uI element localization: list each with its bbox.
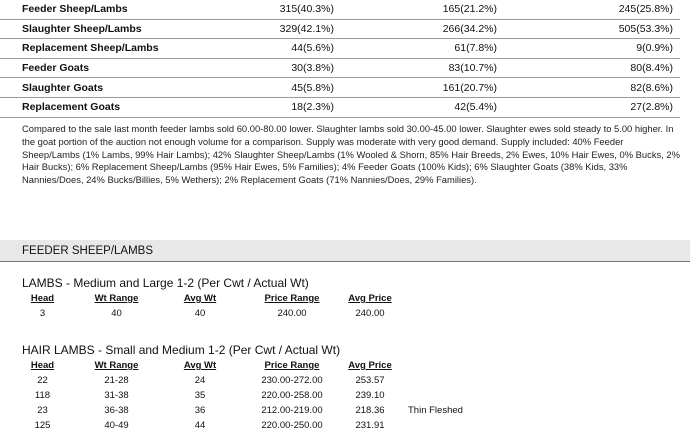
avg-wt-cell: 40 xyxy=(194,308,206,319)
group-title: HAIR LAMBS - Small and Medium 1-2 (Per Cwt / Actual Wt) xyxy=(22,343,341,357)
price-grid xyxy=(0,360,470,435)
avg-price-cell: 253.57 xyxy=(355,375,385,386)
table-row xyxy=(0,390,470,405)
head-column-header: Head xyxy=(30,360,55,371)
wt-range-cell: 40-49 xyxy=(104,420,129,431)
last-month-value: 165(21.2%) xyxy=(334,0,497,19)
wt-range-cell: 21-28 xyxy=(104,375,129,386)
price-grid xyxy=(0,293,470,323)
avg-wt-column-header: Avg Wt xyxy=(183,293,217,304)
head-cell: 22 xyxy=(37,375,48,386)
head-cell: 23 xyxy=(37,405,48,416)
table-row xyxy=(0,58,680,78)
table-row xyxy=(0,39,680,59)
table-row xyxy=(0,405,470,420)
grid-header-row xyxy=(0,293,470,308)
head-cell: 118 xyxy=(34,390,51,401)
table-row xyxy=(0,97,680,117)
this-sale-value: 315(40.3%) xyxy=(231,0,334,19)
wt-range-cell: 40 xyxy=(111,308,122,319)
this-sale-value: 30(3.8%) xyxy=(231,58,334,78)
last-month-value: 42(5.4%) xyxy=(334,97,497,117)
price-range-cell: 220.00-258.00 xyxy=(261,390,323,401)
wt-range-column-header: Wt Range xyxy=(94,293,139,304)
group-title: LAMBS - Medium and Large 1-2 (Per Cwt / Actual Wt) xyxy=(22,276,309,290)
price-range-cell: 230.00-272.00 xyxy=(261,375,323,386)
avg-wt-cell: 35 xyxy=(194,390,206,401)
grid-header-row xyxy=(0,360,470,375)
table-row xyxy=(0,375,470,390)
avg-price-column-header: Avg Price xyxy=(348,360,392,371)
head-cell: 3 xyxy=(39,308,46,319)
avg-price-cell: 218.36 xyxy=(355,405,385,416)
last-month-value: 83(10.7%) xyxy=(334,58,497,78)
last-year-value: 82(8.6%) xyxy=(497,78,680,98)
avg-wt-cell: 24 xyxy=(194,375,206,386)
table-row xyxy=(0,0,680,19)
last-year-value: 9(0.9%) xyxy=(497,39,680,59)
table-row xyxy=(0,78,680,98)
wt-range-column-header: Wt Range xyxy=(94,360,139,371)
wt-range-cell: 31-38 xyxy=(104,390,129,401)
avg-price-cell: 231.91 xyxy=(355,420,385,431)
price-range-column-header: Price Range xyxy=(264,293,320,304)
this-sale-value: 18(2.3%) xyxy=(231,97,334,117)
this-sale-value: 45(5.8%) xyxy=(231,78,334,98)
price-range-cell: 240.00 xyxy=(277,308,307,319)
table-row xyxy=(0,19,680,39)
last-month-value: 266(34.2%) xyxy=(334,19,497,39)
category-label: Replacement Goats xyxy=(0,97,231,117)
head-column-header: Head xyxy=(30,293,55,304)
last-year-value: 80(8.4%) xyxy=(497,58,680,78)
last-year-value: 245(25.8%) xyxy=(497,0,680,19)
row-note: Thin Fleshed xyxy=(408,405,463,416)
this-sale-value: 329(42.1%) xyxy=(231,19,334,39)
avg-wt-cell: 36 xyxy=(194,405,206,416)
category-label: Feeder Sheep/Lambs xyxy=(0,0,231,19)
avg-price-cell: 239.10 xyxy=(355,390,385,401)
category-label: Slaughter Sheep/Lambs xyxy=(0,19,231,39)
table-row xyxy=(0,308,470,323)
avg-price-cell: 240.00 xyxy=(355,308,385,319)
avg-wt-cell: 44 xyxy=(194,420,206,431)
last-year-value: 505(53.3%) xyxy=(497,19,680,39)
price-range-cell: 212.00-219.00 xyxy=(261,405,323,416)
category-label: Feeder Goats xyxy=(0,58,231,78)
table-row xyxy=(0,420,470,435)
last-month-value: 61(7.8%) xyxy=(334,39,497,59)
last-month-value: 161(20.7%) xyxy=(334,78,497,98)
section-header: FEEDER SHEEP/LAMBS xyxy=(0,240,690,262)
avg-price-column-header: Avg Price xyxy=(348,293,392,304)
receipt-summary-table xyxy=(0,0,680,118)
market-narrative: Compared to the sale last month feeder lambs sold 60.00-80.00 lower. Slaughter lambs sold 30.00-45.00 lower. Slaughter ewes sold steady to 5.00 higher. In the goat portion of the auction not enough volume for a comparison. Supply was moderate with very good demand. Supply included: 40% Feeder Sheep/Lambs (1% Lambs, 99% Hair Lambs); 42% Slaughter Sheep/Lambs (1% Wooled & Shorn, 85% Hair Breeds, 2% Ewes, 10% Hair Ewes, 0% Bucks, 2% Hair Bucks); 6% Replacement Sheep/Lambs (95% Hair Ewes, 5% Families); 4% Feeder Goats (100% Kids); 6% Slaughter Goats (38% Kids, 33% Nannies/Does, 24% Bucks/Billies, 5% Wethers); 2% Replacement Goats (71% Nannies/Does, 29% Families). xyxy=(22,123,680,186)
price-range-cell: 220.00-250.00 xyxy=(261,420,323,431)
this-sale-value: 44(5.6%) xyxy=(231,39,334,59)
category-label: Replacement Sheep/Lambs xyxy=(0,39,231,59)
avg-wt-column-header: Avg Wt xyxy=(183,360,217,371)
wt-range-cell: 36-38 xyxy=(104,405,129,416)
category-label: Slaughter Goats xyxy=(0,78,231,98)
last-year-value: 27(2.8%) xyxy=(497,97,680,117)
price-range-column-header: Price Range xyxy=(264,360,320,371)
head-cell: 125 xyxy=(34,420,51,431)
